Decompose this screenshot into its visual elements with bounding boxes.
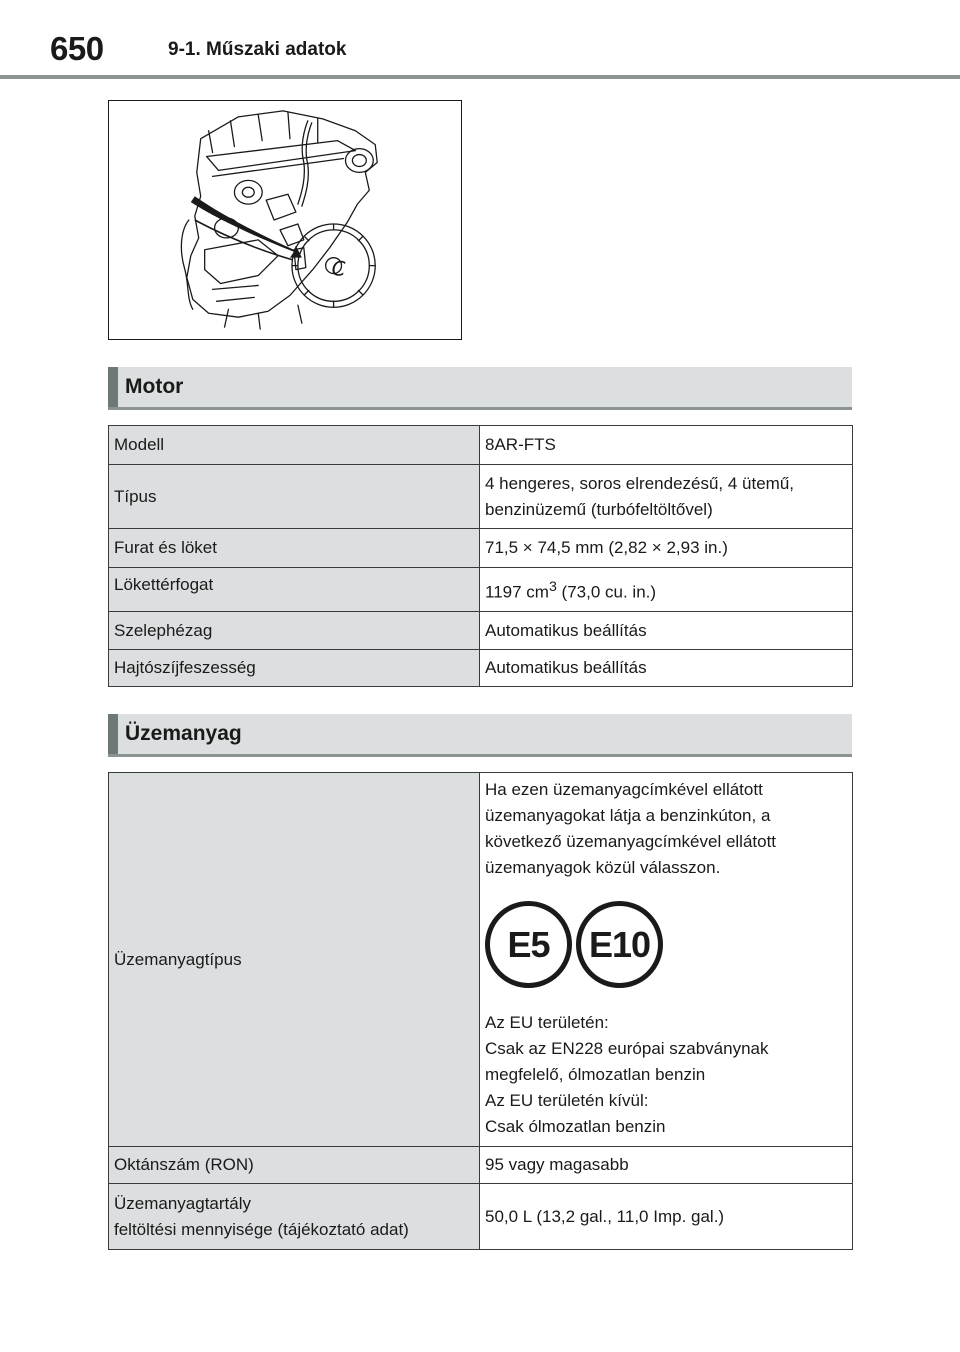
- superscript: 3: [548, 578, 557, 595]
- table-row: [109, 426, 853, 465]
- table-row: [109, 612, 853, 650]
- fuel-label-e5-icon: E5: [485, 901, 572, 988]
- fuel-intro-line: Ha ezen üzemanyagcímkével ellátott: [485, 780, 763, 799]
- row-value: [480, 773, 853, 1147]
- engine-illustration: [108, 100, 462, 340]
- section-motor: [108, 367, 852, 410]
- row-key: Típus: [109, 465, 480, 529]
- section-fuel: [108, 714, 852, 757]
- fuel-table: [108, 772, 853, 1250]
- section-bar: [108, 714, 118, 754]
- displacement-imperial: (73,0 cu. in.): [556, 582, 657, 602]
- row-key: Oktánszám (RON): [109, 1147, 480, 1184]
- row-value: Automatikus beállítás: [480, 650, 853, 687]
- row-key: Furat és löket: [109, 529, 480, 568]
- table-row: [109, 1184, 853, 1250]
- row-value: [480, 465, 853, 529]
- header-rule: [0, 75, 960, 79]
- engine-illustration-icon: [109, 101, 461, 339]
- row-key-line: Üzemanyagtartály: [114, 1193, 252, 1213]
- displacement-value: 1197 cm: [485, 582, 549, 602]
- table-row: [109, 773, 853, 1147]
- chapter-title: 9-1. Műszaki adatok: [168, 39, 347, 60]
- page-number: 650: [50, 30, 104, 67]
- row-key: Modell: [109, 426, 480, 465]
- row-key: [109, 1184, 480, 1250]
- fuel-outro-line: Csak az EN228 európai szabványnak: [485, 1039, 769, 1058]
- table-row: [109, 568, 853, 612]
- row-key: Hajtószíjfeszesség: [109, 650, 480, 687]
- fuel-outro-line: megfelelő, ólmozatlan benzin: [485, 1065, 706, 1084]
- row-key: Üzemanyagtípus: [109, 773, 480, 1147]
- table-row: [109, 1147, 853, 1184]
- row-key-line: feltöltési mennyisége (tájékoztató adat): [114, 1219, 409, 1239]
- fuel-intro-line: üzemanyagok közül válasszon.: [485, 858, 721, 877]
- row-value-line: benzinüzemű (turbófeltöltővel): [485, 499, 713, 519]
- fuel-outro-line: Csak ólmozatlan benzin: [485, 1117, 666, 1136]
- figure-label: C: [331, 257, 346, 281]
- row-key: Lökettérfogat: [109, 568, 480, 612]
- row-value: [480, 568, 853, 612]
- fuel-intro-line: következő üzemanyagcímkével ellátott: [485, 832, 777, 851]
- fuel-outro-line: Az EU területén:: [485, 1013, 609, 1032]
- row-value: 95 vagy magasabb: [480, 1147, 853, 1184]
- row-key: Szelephézag: [109, 612, 480, 650]
- section-title-motor: Motor: [125, 375, 184, 398]
- table-row: [109, 529, 853, 568]
- row-value: Automatikus beállítás: [480, 612, 853, 650]
- page-header: [0, 0, 960, 80]
- row-value: 71,5 × 74,5 mm (2,82 × 2,93 in.): [480, 529, 853, 568]
- row-value: 50,0 L (13,2 gal., 11,0 Imp. gal.): [480, 1184, 853, 1250]
- row-value: 8AR-FTS: [480, 426, 853, 465]
- fuel-label-group: [485, 901, 847, 988]
- section-title-fuel: Üzemanyag: [125, 722, 242, 745]
- table-row: [109, 465, 853, 529]
- table-row: [109, 650, 853, 687]
- fuel-intro-line: üzemanyagokat látja a benzinkúton, a: [485, 806, 771, 825]
- section-bar: [108, 367, 118, 407]
- motor-table: [108, 425, 853, 687]
- row-value-line: 4 hengeres, soros elrendezésű, 4 ütemű,: [485, 473, 795, 493]
- fuel-outro-line: Az EU területén kívül:: [485, 1091, 649, 1110]
- fuel-label-e10-icon: E10: [576, 901, 663, 988]
